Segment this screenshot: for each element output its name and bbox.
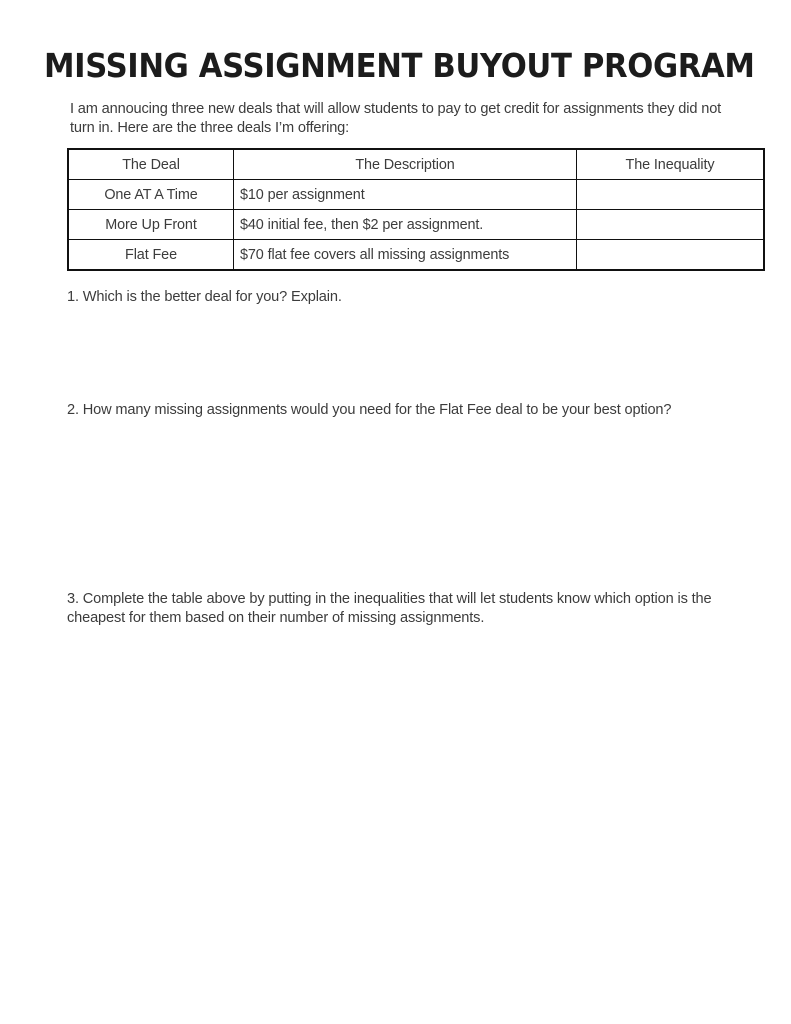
column-header-inequality: The Inequality [577,149,765,180]
cell-deal-inequality-blank[interactable] [577,210,765,240]
cell-deal-description: $10 per assignment [234,180,577,210]
cell-deal-name: One AT A Time [68,180,234,210]
intro-paragraph: I am annoucing three new deals that will allow students to pay to get credit for assignments they did not turn in. Here are the three deals I’m offering: [70,101,722,136]
column-header-description: The Description [234,149,577,180]
cell-deal-name: More Up Front [68,210,234,240]
column-header-deal: The Deal [68,149,234,180]
cell-deal-inequality-blank[interactable] [577,180,765,210]
table-row [68,210,764,240]
table-row [68,180,764,210]
cell-deal-description: $70 flat fee covers all missing assignments [234,240,577,271]
question-3: 3. Complete the table above by putting in the inequalities that will let students know which option is the cheapest for them based on their number of missing assignments. [67,591,712,626]
table-header-row [68,149,764,180]
page-title: MISSING ASSIGNMENT BUYOUT PROGRAM [44,46,755,85]
question-1: 1. Which is the better deal for you? Explain. [67,289,342,305]
cell-deal-name: Flat Fee [68,240,234,271]
cell-deal-description: $40 initial fee, then $2 per assignment. [234,210,577,240]
deals-table [67,148,765,271]
table-row [68,240,764,271]
cell-deal-inequality-blank[interactable] [577,240,765,271]
question-2: 2. How many missing assignments would you need for the Flat Fee deal to be your best option? [67,402,672,418]
